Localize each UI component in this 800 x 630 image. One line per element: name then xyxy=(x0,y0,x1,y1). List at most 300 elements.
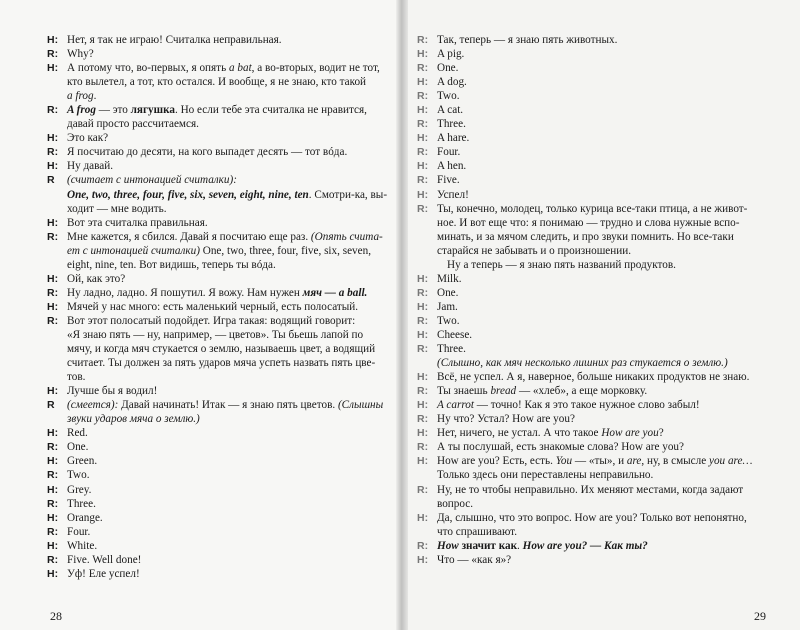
speaker-label: R: xyxy=(417,90,429,103)
dialogue-line xyxy=(417,553,775,567)
text-run: Мячей у нас много: есть маленький черный, есть полосатый. xyxy=(67,300,359,313)
text-run: . xyxy=(517,539,523,552)
text-run: минать, и за мячом следить, и про звуки помнить. Но все-таки xyxy=(437,230,734,243)
text-run: Five. xyxy=(437,174,460,187)
speaker-label: R: xyxy=(47,286,59,299)
text-run: тов. xyxy=(67,371,86,384)
line-text xyxy=(437,426,775,440)
dialogue-line xyxy=(417,342,775,356)
line-text xyxy=(437,539,775,553)
dialogue-line xyxy=(47,230,390,244)
dialogue-line xyxy=(47,525,390,539)
text-run: White. xyxy=(67,539,98,552)
dialogue-line xyxy=(417,384,775,398)
dialogue-line xyxy=(47,61,390,75)
dialogue-line xyxy=(417,117,775,131)
line-text xyxy=(437,188,775,202)
dialogue-line xyxy=(47,468,390,482)
speaker-label: Н: xyxy=(47,483,59,496)
text-run: кто вылетел, а тот, кто остался. И вообще, я не знаю, кто такой xyxy=(67,76,367,89)
speaker-label: Н: xyxy=(47,567,59,580)
text-run: вопрос. xyxy=(437,497,474,510)
line-text xyxy=(47,370,390,384)
text-run: A frog xyxy=(67,104,96,117)
dialogue-line xyxy=(417,33,775,47)
line-text xyxy=(417,525,775,539)
line-text xyxy=(47,412,390,426)
dialogue-line xyxy=(417,426,775,440)
speaker-label: R: xyxy=(417,62,429,75)
text-run: A carrot xyxy=(437,399,474,412)
text-run: Так, теперь — я знаю пять животных. xyxy=(437,34,618,46)
text-run: Cheese. xyxy=(437,328,473,341)
text-run: Three. xyxy=(437,343,466,356)
line-text xyxy=(47,89,390,103)
dialogue-line xyxy=(47,356,390,370)
speaker-label: Н: xyxy=(417,104,429,117)
text-run: One, two, three, four, five, six, seven, eight, nine, ten xyxy=(67,188,309,201)
line-text xyxy=(67,398,390,412)
speaker-label: R: xyxy=(417,34,429,46)
text-run: Уф! Еле успел! xyxy=(67,567,140,580)
dialogue-line xyxy=(47,553,390,567)
dialogue-line xyxy=(417,89,775,103)
line-text xyxy=(437,511,775,525)
text-run: мяч — a ball. xyxy=(302,286,368,299)
line-text xyxy=(437,61,775,75)
text-run: How are you? Есть, есть. xyxy=(437,455,556,468)
text-run: . Смотри-ка, вы- xyxy=(308,188,388,201)
speaker-label: Н: xyxy=(47,272,59,285)
dialogue-line xyxy=(47,75,390,89)
text-run: One. xyxy=(67,441,89,454)
text-run: Ну ладно, ладно. Я пошутил. Я вожу. Нам нужен xyxy=(67,286,303,299)
text-run: eight, nine, ten. Вот видишь, теперь ты вóда. xyxy=(67,258,276,271)
text-run: считает. Ты должен за пять ударов мяча успеть назвать пять цве- xyxy=(67,357,376,370)
text-run: One, two, three, four, five, six, seven, xyxy=(199,244,371,257)
line-text xyxy=(47,258,390,272)
line-text xyxy=(47,328,390,342)
text-run: А ты послушай, есть знакомые слова? How are you? xyxy=(437,441,684,454)
line-text xyxy=(437,173,775,187)
line-text xyxy=(417,244,775,258)
dialogue-line xyxy=(47,117,390,131)
text-run: ное. И вот еще что: я понимаю — трудно и слова нужные вспо- xyxy=(437,216,740,229)
text-run: Это как? xyxy=(67,132,109,145)
text-run: (Слышны xyxy=(337,399,384,412)
speaker-label: Н: xyxy=(417,48,429,61)
speaker-label: R: xyxy=(417,483,429,496)
dialogue-line xyxy=(47,454,390,468)
dialogue-line xyxy=(417,103,775,117)
dialogue-line xyxy=(47,202,390,216)
speaker-label: R: xyxy=(417,413,429,426)
speaker-label: Н: xyxy=(47,160,59,173)
line-text xyxy=(437,117,775,131)
dialogue-line xyxy=(47,497,390,511)
speaker-label: R xyxy=(47,174,55,187)
text-run: How are you? — Как ты? xyxy=(522,539,648,552)
line-text xyxy=(437,145,775,159)
line-text xyxy=(437,286,775,300)
dialogue-line xyxy=(417,47,775,61)
speaker-label: R: xyxy=(47,146,59,159)
line-text xyxy=(437,412,775,426)
line-text xyxy=(437,440,775,454)
text-run: мячу, и когда мяч стукается о землю, называешь цвет, а водящий xyxy=(67,343,376,356)
dialogue-line xyxy=(417,468,775,482)
line-text xyxy=(437,483,775,497)
text-run: Ты знаешь xyxy=(437,385,491,398)
dialogue-line xyxy=(47,314,390,328)
text-run: — это xyxy=(95,104,131,117)
text-run: Two. xyxy=(437,90,460,103)
dialogue-line xyxy=(417,440,775,454)
text-run: A dog. xyxy=(437,76,467,89)
speaker-label: Н: xyxy=(417,188,429,201)
text-run: Вот этот полосатый подойдет. Игра такая: водящий говорит: xyxy=(67,314,356,327)
dialogue-line xyxy=(47,539,390,553)
line-text xyxy=(67,454,390,468)
line-text xyxy=(67,314,390,328)
dialogue-line xyxy=(47,159,390,173)
dialogue-line xyxy=(417,61,775,75)
text-run: Four. xyxy=(437,146,461,159)
text-run: Да, слышно, что это вопрос. How are you? Только вот непонятно, xyxy=(437,511,747,524)
book-gutter xyxy=(396,0,408,630)
dialogue-line xyxy=(417,300,775,314)
text-run: bread xyxy=(490,385,517,398)
dialogue-line xyxy=(47,426,390,440)
text-run: Jam. xyxy=(437,300,458,313)
speaker-label: R: xyxy=(47,469,59,482)
dialogue-line xyxy=(417,412,775,426)
text-run: Что — «как я»? xyxy=(437,553,512,566)
dialogue-line xyxy=(417,258,775,272)
text-run: (Опять счита- xyxy=(310,230,383,243)
text-run: Лучше бы я водил! xyxy=(67,385,158,398)
speaker-label: R: xyxy=(47,48,59,61)
text-run: Ты, конечно, молодец, только курица все-таки птица, а не живот- xyxy=(437,202,748,215)
line-text xyxy=(47,244,390,258)
line-text xyxy=(437,103,775,117)
text-run: Milk. xyxy=(437,272,462,285)
dialogue-line xyxy=(417,511,775,525)
dialogue-line xyxy=(47,244,390,258)
text-run: A hare. xyxy=(437,132,470,145)
dialogue-line xyxy=(47,216,390,230)
text-run: Orange. xyxy=(67,511,103,524)
line-text xyxy=(67,300,390,314)
text-run: А потому что, во-первых, я опять xyxy=(67,62,229,75)
line-text xyxy=(67,131,390,145)
text-run: One. xyxy=(437,62,459,75)
line-text xyxy=(437,314,775,328)
text-run: Two. xyxy=(437,314,460,327)
speaker-label: Н: xyxy=(417,132,429,145)
dialogue-line xyxy=(47,384,390,398)
text-run: Green. xyxy=(67,455,98,468)
text-run: — «хлеб», а еще морковку. xyxy=(516,385,648,398)
text-run: Three. xyxy=(437,118,466,131)
text-run: Ну давай. xyxy=(67,160,114,173)
text-run: a frog xyxy=(67,90,94,103)
speaker-label: Н: xyxy=(417,160,429,173)
line-text xyxy=(67,440,390,454)
speaker-label: R: xyxy=(417,118,429,131)
line-text xyxy=(437,202,775,216)
dialogue-line xyxy=(47,370,390,384)
speaker-label: Н: xyxy=(417,76,429,89)
text-run: значит xyxy=(458,539,499,552)
dialogue-line xyxy=(417,216,775,230)
speaker-label: Н: xyxy=(417,328,429,341)
line-text xyxy=(437,131,775,145)
speaker-label: Н: xyxy=(47,34,59,46)
speaker-label: R: xyxy=(47,104,59,117)
text-run: you are… xyxy=(709,455,753,468)
line-text xyxy=(437,33,775,47)
speaker-label: Н: xyxy=(417,371,429,384)
text-run: (смеется): xyxy=(67,399,119,412)
line-text xyxy=(417,468,775,482)
line-text xyxy=(67,525,390,539)
line-text xyxy=(67,103,390,117)
dialogue-line xyxy=(417,328,775,342)
text-run: Нет, я так не играю! Считалка неправильная. xyxy=(67,34,282,46)
line-text xyxy=(437,454,775,468)
speaker-label: R: xyxy=(417,385,429,398)
speaker-label: Н: xyxy=(47,300,59,313)
dialogue-line xyxy=(47,300,390,314)
speaker-label: R: xyxy=(47,525,59,538)
line-text xyxy=(437,47,775,61)
text-run: A pig. xyxy=(437,48,465,61)
text-run: . xyxy=(93,90,97,103)
dialogue-line xyxy=(47,272,390,286)
dialogue-line xyxy=(417,230,775,244)
dialogue-line xyxy=(417,131,775,145)
line-text xyxy=(67,567,390,581)
dialogue-line xyxy=(417,314,775,328)
line-text xyxy=(417,230,775,244)
line-text xyxy=(67,497,390,511)
line-text xyxy=(437,328,775,342)
speaker-label: Н: xyxy=(417,553,429,566)
speaker-label: R: xyxy=(417,146,429,159)
speaker-label: R: xyxy=(417,343,429,356)
dialogue-line xyxy=(47,131,390,145)
text-run: Ну а теперь — я знаю пять названий продуктов. xyxy=(447,258,676,271)
dialogue-line xyxy=(47,412,390,426)
text-run: Ну, не то чтобы неправильно. Их меняют местами, когда задают xyxy=(437,483,744,496)
line-text xyxy=(417,497,775,511)
line-text xyxy=(47,188,390,202)
line-text xyxy=(67,468,390,482)
speaker-label: Н: xyxy=(417,272,429,285)
line-text xyxy=(67,159,390,173)
speaker-label: Н: xyxy=(47,132,59,145)
text-run: ходит — мне водить. xyxy=(67,202,167,215)
text-run: Всё, не успел. А я, наверное, больше никаких продуктов не знаю. xyxy=(437,371,750,384)
page-number-left: 28 xyxy=(50,609,62,623)
text-run: старайся не забывать и о произношении. xyxy=(437,244,632,257)
dialogue-line xyxy=(417,159,775,173)
text-run: Ну что? Устал? How are you? xyxy=(437,413,575,426)
text-run: Two. xyxy=(67,469,90,482)
text-run: звуки ударов мяча о землю.) xyxy=(67,413,200,426)
right-page xyxy=(402,0,800,630)
dialogue-line xyxy=(47,328,390,342)
speaker-label: R: xyxy=(47,441,59,454)
line-text xyxy=(437,300,775,314)
speaker-label: Н: xyxy=(47,385,59,398)
dialogue-line xyxy=(417,398,775,412)
text-run: Ой, как это? xyxy=(67,272,126,285)
text-run: Только здесь они переставлены неправильно. xyxy=(437,469,654,482)
text-run: A cat. xyxy=(437,104,464,117)
speaker-label: R: xyxy=(417,174,429,187)
dialogue-line xyxy=(47,47,390,61)
dialogue-line xyxy=(417,539,775,553)
line-text xyxy=(67,145,390,159)
line-text xyxy=(67,483,390,497)
dialogue-line xyxy=(47,483,390,497)
text-run: ? xyxy=(658,427,664,440)
line-text xyxy=(67,272,390,286)
dialogue-line xyxy=(417,188,775,202)
speaker-label: Н: xyxy=(417,455,429,468)
page-number-right: 29 xyxy=(754,609,766,623)
dialogue-line xyxy=(47,398,390,412)
speaker-label: R: xyxy=(417,314,429,327)
dialogue-line xyxy=(417,202,775,216)
speaker-label: Н: xyxy=(47,455,59,468)
speaker-label: Н: xyxy=(417,399,429,412)
text-run: . Но если тебе эта считалка не нравится, xyxy=(174,104,367,117)
text-run: Давай начинать! Итак — я знаю пять цветов. xyxy=(118,399,338,412)
text-run: Успел! xyxy=(437,188,469,201)
text-run: Four. xyxy=(67,525,91,538)
text-run: A hen. xyxy=(437,160,467,173)
line-text xyxy=(67,426,390,440)
dialogue-line xyxy=(417,75,775,89)
dialogue-line xyxy=(417,244,775,258)
text-run: — точно! Как я это такое нужное слово забыл! xyxy=(473,399,700,412)
dialogue-line xyxy=(417,497,775,511)
text-run: Five. Well done! xyxy=(67,553,142,566)
line-text xyxy=(437,342,775,356)
text-run: You xyxy=(555,455,573,468)
text-run: , ну, в смысле xyxy=(641,455,709,468)
dialogue-line xyxy=(417,272,775,286)
dialogue-line xyxy=(47,440,390,454)
dialogue-line xyxy=(47,145,390,159)
line-text xyxy=(67,33,390,47)
text-run: Я посчитаю до десяти, на кого выпадет десять — тот вóда. xyxy=(67,146,348,159)
text-run: , а во-вторых, водит не тот, xyxy=(251,62,380,75)
line-text xyxy=(67,286,390,300)
line-text xyxy=(67,216,390,230)
dialogue-line xyxy=(417,286,775,300)
dialogue-line xyxy=(47,89,390,103)
line-text xyxy=(47,342,390,356)
text-run: ет с интонацией считалки) xyxy=(67,244,200,257)
speaker-label: Н: xyxy=(47,216,59,229)
dialogue-line xyxy=(47,342,390,356)
speaker-label: R: xyxy=(47,314,59,327)
line-text xyxy=(67,539,390,553)
line-text xyxy=(47,356,390,370)
dialogue-line xyxy=(417,356,775,370)
text-run: Why? xyxy=(67,48,94,61)
dialogue-line xyxy=(47,103,390,117)
line-text xyxy=(47,202,390,216)
line-text xyxy=(437,272,775,286)
line-text xyxy=(67,553,390,567)
text-run: (считает с интонацией считалки): xyxy=(67,174,237,187)
text-run: давай просто рассчитаемся. xyxy=(67,118,199,131)
speaker-label: R: xyxy=(47,497,59,510)
line-text xyxy=(437,159,775,173)
text-run: One. xyxy=(437,286,459,299)
text-run: Grey. xyxy=(67,483,92,496)
text-run: are xyxy=(626,455,642,468)
text-run: Мне кажется, я сбился. Давай я посчитаю еще раз. xyxy=(67,230,311,243)
text-run: Three. xyxy=(67,497,96,510)
line-text xyxy=(437,553,775,567)
speaker-label: Н: xyxy=(417,511,429,524)
line-text xyxy=(67,61,390,75)
text-run: лягушка xyxy=(130,104,175,117)
text-run: a bat xyxy=(228,62,252,75)
dialogue-line xyxy=(417,483,775,497)
line-text xyxy=(67,384,390,398)
line-text xyxy=(67,47,390,61)
speaker-label: Н: xyxy=(417,300,429,313)
dialogue-line xyxy=(47,33,390,47)
text-run: Вот эта считалка правильная. xyxy=(67,216,208,229)
text-run: (Слышно, как мяч несколько лишних раз стукается о землю.) xyxy=(437,357,728,370)
speaker-label: Н: xyxy=(47,511,59,524)
speaker-label: R: xyxy=(47,553,59,566)
speaker-label: Н: xyxy=(47,539,59,552)
dialogue-line xyxy=(47,511,390,525)
dialogue-line xyxy=(417,145,775,159)
line-text xyxy=(437,75,775,89)
line-text xyxy=(47,75,390,89)
dialogue-line xyxy=(47,188,390,202)
speaker-label: R: xyxy=(47,230,59,243)
line-text xyxy=(67,173,390,187)
speaker-label: R: xyxy=(417,202,429,215)
text-run: How are you xyxy=(601,427,659,440)
speaker-label: Н: xyxy=(47,62,59,75)
dialogue-line xyxy=(47,258,390,272)
text-run: Нет, ничего, не устал. А что такое xyxy=(437,427,602,440)
speaker-label: R xyxy=(47,399,55,412)
dialogue-line xyxy=(47,286,390,300)
text-run: Red. xyxy=(67,427,88,440)
dialogue-line xyxy=(417,370,775,384)
speaker-label: Н: xyxy=(417,427,429,440)
line-text xyxy=(67,230,390,244)
speaker-label: R: xyxy=(417,539,429,552)
line-text xyxy=(417,258,775,272)
dialogue-line xyxy=(417,173,775,187)
line-text xyxy=(417,356,775,370)
dialogue-line xyxy=(47,173,390,187)
